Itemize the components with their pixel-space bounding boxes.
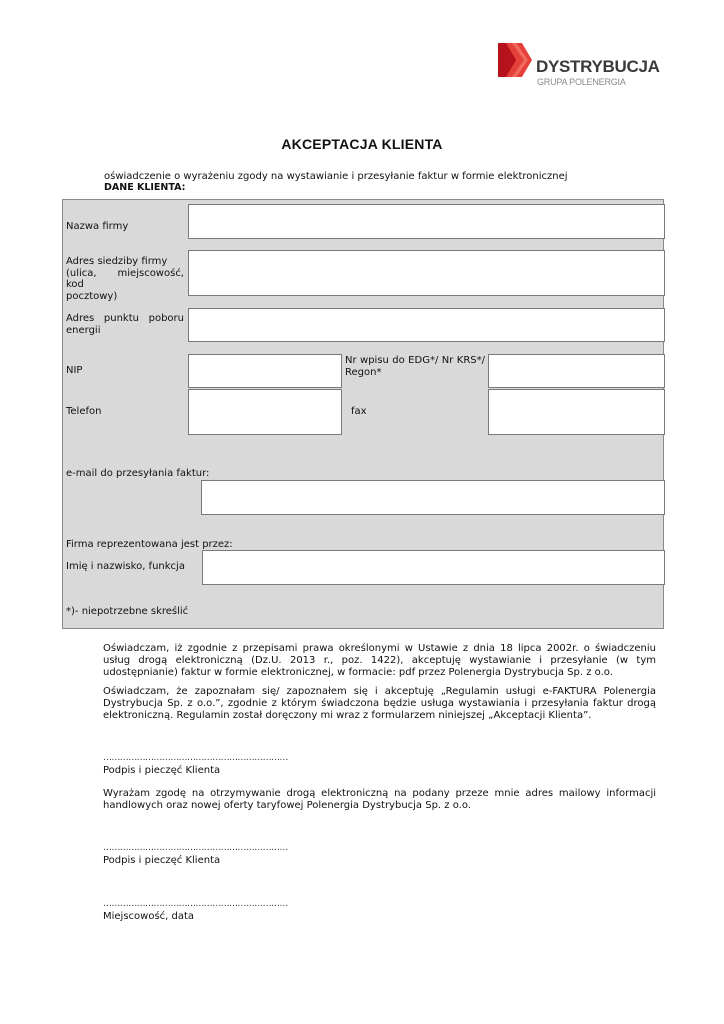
signature-caption-1: Podpis i pieczęć Klienta [103, 765, 221, 776]
document-title: AKCEPTACJA KLIENTA [281, 136, 443, 152]
nip-label: NIP [66, 365, 83, 376]
phone-field[interactable] [188, 389, 342, 435]
address-label-line-3: pocztowy) [66, 290, 118, 302]
client-data-form [62, 199, 664, 629]
document-intro: oświadczenie o wyrażeniu zgody na wystawianie i przesyłanie faktur w formie elektronicznej [104, 171, 568, 182]
address-label-line-2: (ulica, miejscowość, kod [66, 267, 184, 290]
fax-label: fax [351, 406, 367, 417]
signature-caption-2: Podpis i pieczęć Klienta [103, 855, 221, 866]
address-label-line-1: Adres siedziby firmy [66, 256, 168, 267]
fax-field[interactable] [488, 389, 665, 435]
phone-label: Telefon [66, 406, 102, 417]
represented-by-label: Firma reprezentowana jest przez: [66, 539, 233, 550]
email-label: e-mail do przesyłania faktur: [66, 468, 210, 479]
declaration-paragraph-1: Oświadczam, iż zgodnie z przepisami prawa określonymi w Ustawie z dnia 18 lipca 2002r. o świadczeniu usług drogą elektroniczną (Dz.U. 2013 r., poz. 1422), akceptuję wystawianie i przesyłanie (w tym udostępnianie) faktur w formie elektronicznej, w formacie: pdf przez Polenergia Dystrybucja Sp. z o.o. [103, 643, 656, 678]
declaration-paragraph-2: Oświadczam, że zapoznałam się/ zapoznałem się i akceptuję „Regulamin usługi e-FAKTURA Polenergia Dystrybucja Sp. z o.o.”, zgodnie z którym świadczona będzie usługa wystawiania i przesyłania faktur drogą elektroniczną. Regulamin został doręczony mi wraz z formularzem niniejszej „Akceptacji Klienta”. [103, 686, 656, 721]
section-label: DANE KLIENTA: [104, 182, 186, 193]
person-field[interactable] [202, 550, 665, 585]
address-label [66, 256, 184, 302]
point-address-label-line-1: Adres punktu poboru [66, 313, 184, 324]
point-address-field[interactable] [188, 308, 665, 342]
declaration-paragraph-3: Wyrażam zgodę na otrzymywanie drogą elektroniczną na podany przeze mnie adres mailowy informacji handlowych oraz nowej oferty taryfowej Polenergia Dystrybucja Sp. z o.o. [103, 788, 656, 811]
signature-line-1: ………………………………………………………… [103, 753, 288, 763]
email-field[interactable] [201, 480, 665, 515]
registry-field[interactable] [488, 354, 665, 388]
date-caption: Miejscowość, data [103, 911, 195, 922]
footnote: *)- niepotrzebne skreślić [66, 606, 189, 617]
registry-label-line-1: Nr wpisu do EDG*/ Nr KRS*/ [345, 355, 485, 366]
signature-line-2: ………………………………………………………… [103, 843, 288, 853]
person-label: Imię i nazwisko, funkcja [66, 561, 185, 572]
point-address-label-line-2: energii [66, 324, 101, 336]
address-field[interactable] [188, 250, 665, 296]
nip-field[interactable] [188, 354, 342, 388]
logo-subtitle: GRUPA POLENERGIA [537, 77, 626, 87]
company-name-field[interactable] [188, 204, 665, 239]
company-name-label: Nazwa firmy [66, 221, 129, 232]
registry-label-line-2: Regon* [345, 366, 382, 378]
registry-label [345, 355, 485, 378]
logo-title: DYSTRYBUCJA [536, 57, 660, 76]
date-line: ………………………………………………………… [103, 899, 288, 909]
company-logo-icon [498, 43, 532, 77]
point-address-label [66, 313, 184, 336]
